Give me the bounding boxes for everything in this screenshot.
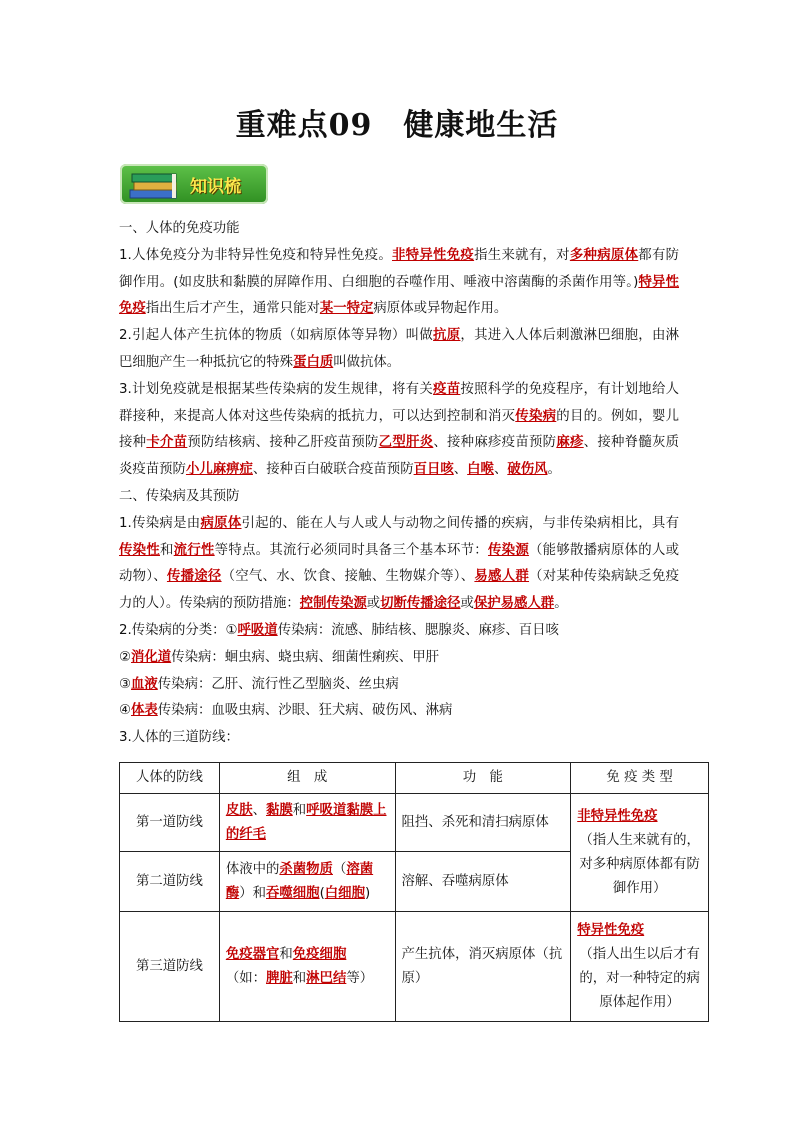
badge-label: 知识梳 [190, 177, 241, 197]
paragraph: 1.人体免疫分为非特异性免疫和特异性免疫。非特异性免疫指生来就有，对多种病原体都有防御作用。(如皮肤和黏膜的屏障作用、白细胞的吞噬作用、唾液中溶菌酶的杀菌作用等。)特异性免疫指出生后才产生，通常只能对某一特定病原体或异物起作用。 [119, 247, 680, 317]
section-heading: 二、传染病及其预防 [119, 488, 240, 504]
table-header: 免 疫 类 型 [571, 763, 709, 794]
table-header: 人体的防线 [120, 763, 220, 794]
immunity-type-cell: 特异性免疫 （指人出生以后才有的，对一种特定的病原体起作用） [571, 912, 709, 1022]
composition-cell: 免疫器官和免疫细胞 （如：脾脏和淋巴结等） [219, 912, 395, 1022]
table-row [120, 794, 709, 852]
defense-line-cell: 第二道防线 [120, 852, 220, 912]
paragraph: ④体表传染病：血吸虫病、沙眼、狂犬病、破伤风、淋病 [119, 703, 453, 719]
books-icon [126, 168, 184, 200]
composition-cell: 皮肤、黏膜和呼吸道黏膜上的纤毛 [219, 794, 395, 852]
section-heading: 一、人体的免疫功能 [119, 221, 240, 236]
function-cell: 产生抗体，消灭病原体（抗原） [395, 912, 571, 1022]
table-row [120, 912, 709, 1022]
table-header: 组 成 [219, 763, 395, 794]
paragraph: 3.人体的三道防线： [119, 730, 239, 746]
immunity-type-cell: 非特异性免疫 （指人生来就有的，对多种病原体都有防御作用） [571, 794, 709, 912]
paragraph: ③血液传染病：乙肝、流行性乙型脑炎、丝虫病 [119, 676, 399, 692]
page-title: 重难点09 健康地生活 [235, 108, 559, 143]
function-cell: 溶解、吞噬病原体 [395, 852, 571, 912]
paragraph: 1.传染病是由病原体引起的、能在人与人或人与动物之间传播的疾病，与非传染病相比，具有传染性和流行性等特点。其流行必须同时具备三个基本环节：传染源（能够散播病原体的人或动物）、传播途径（空气、水、饮食、接触、生物媒介等）、易感人群（对某种传染病缺乏免疫力的人）。传染病的预防措施：控制传染源或切断传播途径或保护易感人群。 [119, 515, 680, 612]
function-cell: 阻挡、杀死和清扫病原体 [395, 794, 571, 852]
paragraph: 2.引起人体产生抗体的物质（如病原体等异物）叫做抗原，其进入人体后刺激淋巴细胞，由淋巴细胞产生一种抵抗它的特殊蛋白质叫做抗体。 [119, 328, 680, 370]
knowledge-badge [120, 164, 268, 204]
table-header-row [120, 763, 709, 794]
paragraph: 2.传染病的分类：①呼吸道传染病：流感、肺结核、腮腺炎、麻疹、百日咳 [119, 622, 559, 638]
defense-line-cell: 第一道防线 [120, 794, 220, 852]
defense-line-cell: 第三道防线 [120, 912, 220, 1022]
composition-cell: 体液中的杀菌物质（溶菌酶）和吞噬细胞(白细胞) [219, 852, 395, 912]
paragraph: 3.计划免疫就是根据某些传染病的发生规律，将有关疫苗按照科学的免疫程序，有计划地给人群接种，来提高人体对这些传染病的抵抗力，可以达到控制和消灭传染病的目的。例如，婴儿接种卡介苗预防结核病、接种乙肝疫苗预防乙型肝炎、接种麻疹疫苗预防麻疹、接种脊髓灰质炎疫苗预防小儿麻痹症、接种百白破联合疫苗预防百日咳、白喉、破伤风。 [119, 381, 680, 478]
paragraph: ②消化道传染病：蛔虫病、蛲虫病、细菌性痢疾、甲肝 [119, 649, 439, 665]
content-body [119, 216, 679, 752]
defense-lines-table [119, 762, 709, 1022]
table-header: 功 能 [395, 763, 571, 794]
